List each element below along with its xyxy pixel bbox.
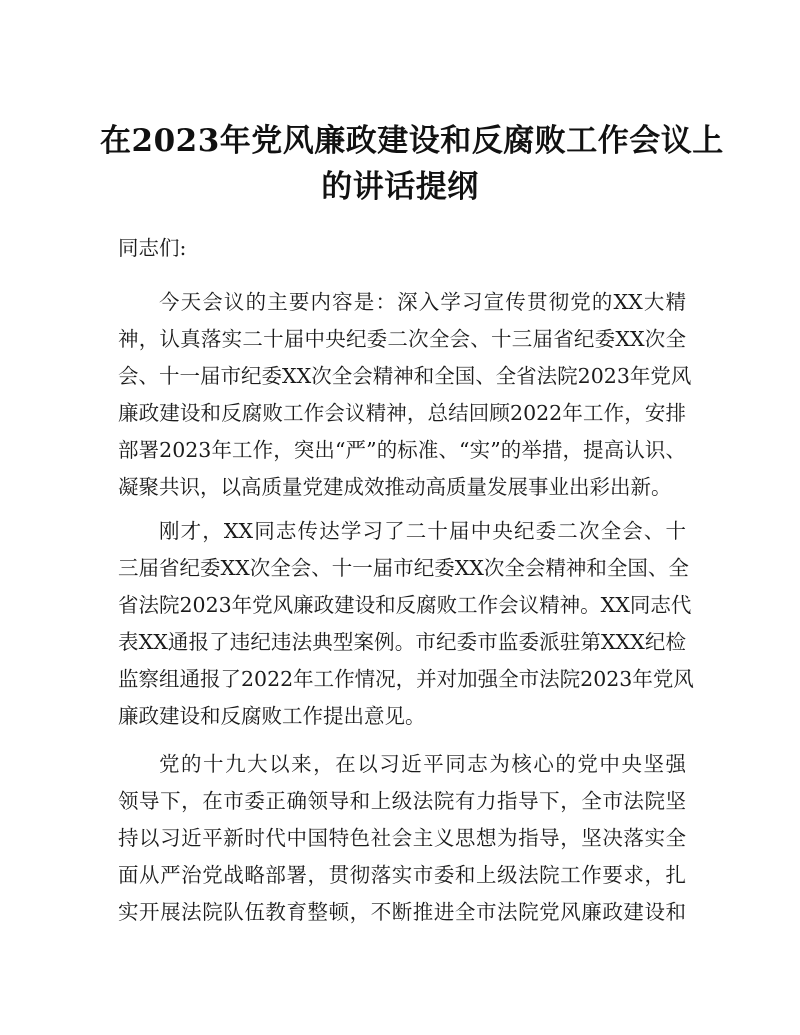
- paragraph-3: [118, 746, 686, 931]
- paragraph-line: 三届省纪委XX次全会、十一届市纪委XX次全会精神和全国、全: [118, 556, 689, 580]
- paragraph-line: 凝聚共识，以高质量党建成效推动高质量发展事业出彩出新。: [118, 475, 672, 499]
- paragraph-line: 党的十九大以来，在以习近平同志为核心的党中央坚强: [159, 752, 686, 776]
- paragraph-line: 廉政建设和反腐败工作会议精神，总结回顾2022年工作，安排: [118, 401, 686, 425]
- title-line-2: 的讲话提纲: [321, 169, 479, 205]
- paragraph-line: 部署2023年工作，突出“严”的标准、“实”的举措，提高认识、: [118, 438, 686, 462]
- paragraph-line: 实开展法院队伍教育整顿，不断推进全市法院党风廉政建设和: [118, 900, 686, 924]
- paragraph-1: [118, 284, 692, 506]
- greeting-text: 同志们:: [118, 236, 187, 260]
- paragraph-line: 今天会议的主要内容是：深入学习宣传贯彻党的XX大精: [159, 290, 686, 314]
- title-line-1: 在2023年党风廉政建设和反腐败工作会议上: [100, 123, 724, 159]
- paragraph-line: 刚才，XX同志传达学习了二十届中央纪委二次全会、十: [159, 519, 686, 543]
- document-title: [100, 118, 724, 210]
- paragraph-line: 会、十一届市纪委XX次全会精神和全国、全省法院2023年党风: [118, 364, 692, 388]
- paragraph-line: 省法院2023年党风廉政建设和反腐败工作会议精神。XX同志代: [118, 593, 692, 617]
- paragraph-line: 监察组通报了2022年工作情况，并对加强全市法院2023年党风: [118, 667, 694, 691]
- paragraph-2: [118, 513, 694, 735]
- greeting: [118, 230, 686, 267]
- paragraph-line: 表XX通报了违纪违法典型案例。市纪委市监委派驻第XXX纪检: [118, 630, 686, 654]
- paragraph-line: 领导下，在市委正确领导和上级法院有力指导下，全市法院坚: [118, 789, 686, 813]
- paragraph-line: 廉政建设和反腐败工作提出意见。: [118, 704, 426, 728]
- paragraph-line: 神，认真落实二十届中央纪委二次全会、十三届省纪委XX次全: [118, 327, 686, 351]
- paragraph-line: 面从严治党战略部署，贯彻落实市委和上级法院工作要求，扎: [118, 863, 686, 887]
- paragraph-line: 持以习近平新时代中国特色社会主义思想为指导，坚决落实全: [118, 826, 686, 850]
